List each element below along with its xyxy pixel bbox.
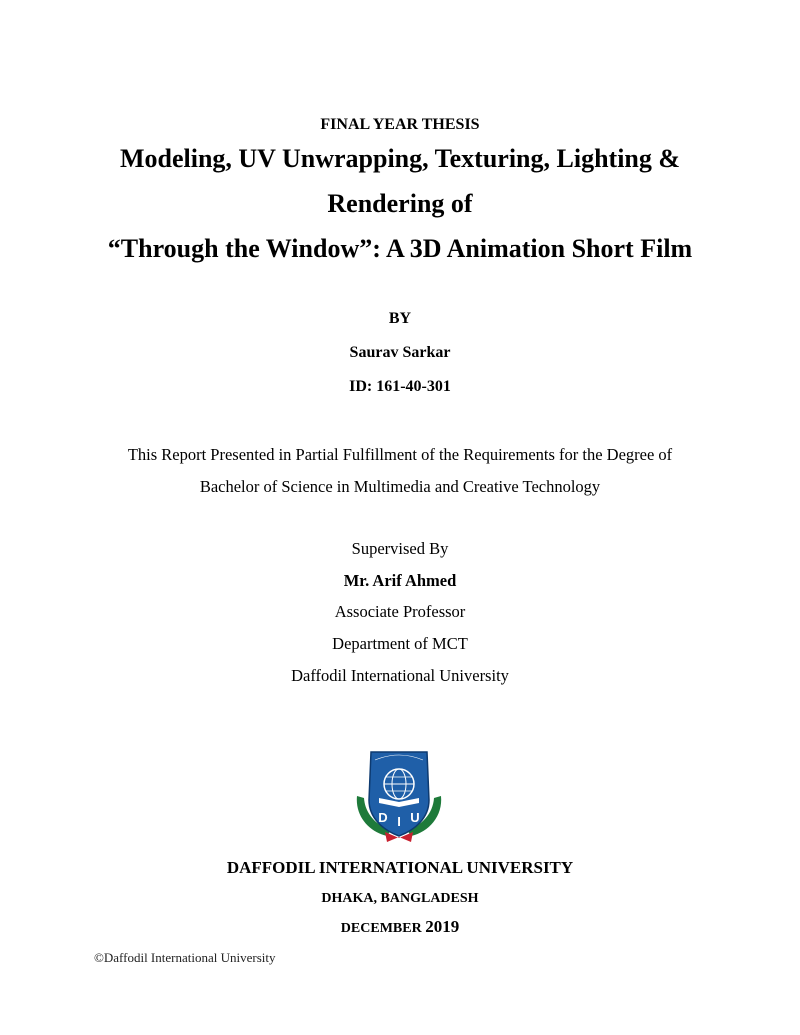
institution-name: DAFFODIL INTERNATIONAL UNIVERSITY [226, 858, 574, 877]
submission-year: 2019 [425, 917, 460, 936]
title-line-1: Modeling, UV Unwrapping, Texturing, Lighting & [119, 144, 681, 173]
by-label: BY [388, 310, 412, 327]
degree-statement-line-2: Bachelor of Science in Multimedia and Creative Technology [199, 477, 601, 496]
supervisor-university: Daffodil International University [291, 666, 509, 685]
supervisor-label: Supervised By [351, 539, 449, 558]
author-name: Saurav Sarkar [349, 344, 451, 361]
document-type-label: FINAL YEAR THESIS [320, 116, 480, 133]
degree-statement-line-1: This Report Presented in Partial Fulfillment of the Requirements for the Degree of [127, 445, 673, 464]
supervisor-department: Department of MCT [332, 634, 468, 653]
logo-letter-i: I [397, 814, 401, 829]
institution-location: DHAKA, BANGLADESH [321, 891, 479, 906]
submission-date [0, 918, 800, 937]
submission-month: DECEMBER [340, 921, 422, 936]
title-line-3: “Through the Window”: A 3D Animation Short Film [107, 234, 693, 263]
logo-letter-u: U [410, 810, 420, 825]
logo-letter-d: D [378, 810, 388, 825]
supervisor-title: Associate Professor [334, 602, 466, 621]
university-logo [349, 748, 449, 843]
author-id: ID: 161-40-301 [349, 378, 451, 395]
copyright-footer: ©Daffodil International University [94, 950, 276, 965]
title-line-2: Rendering of [327, 189, 473, 218]
supervisor-name: Mr. Arif Ahmed [343, 571, 457, 590]
